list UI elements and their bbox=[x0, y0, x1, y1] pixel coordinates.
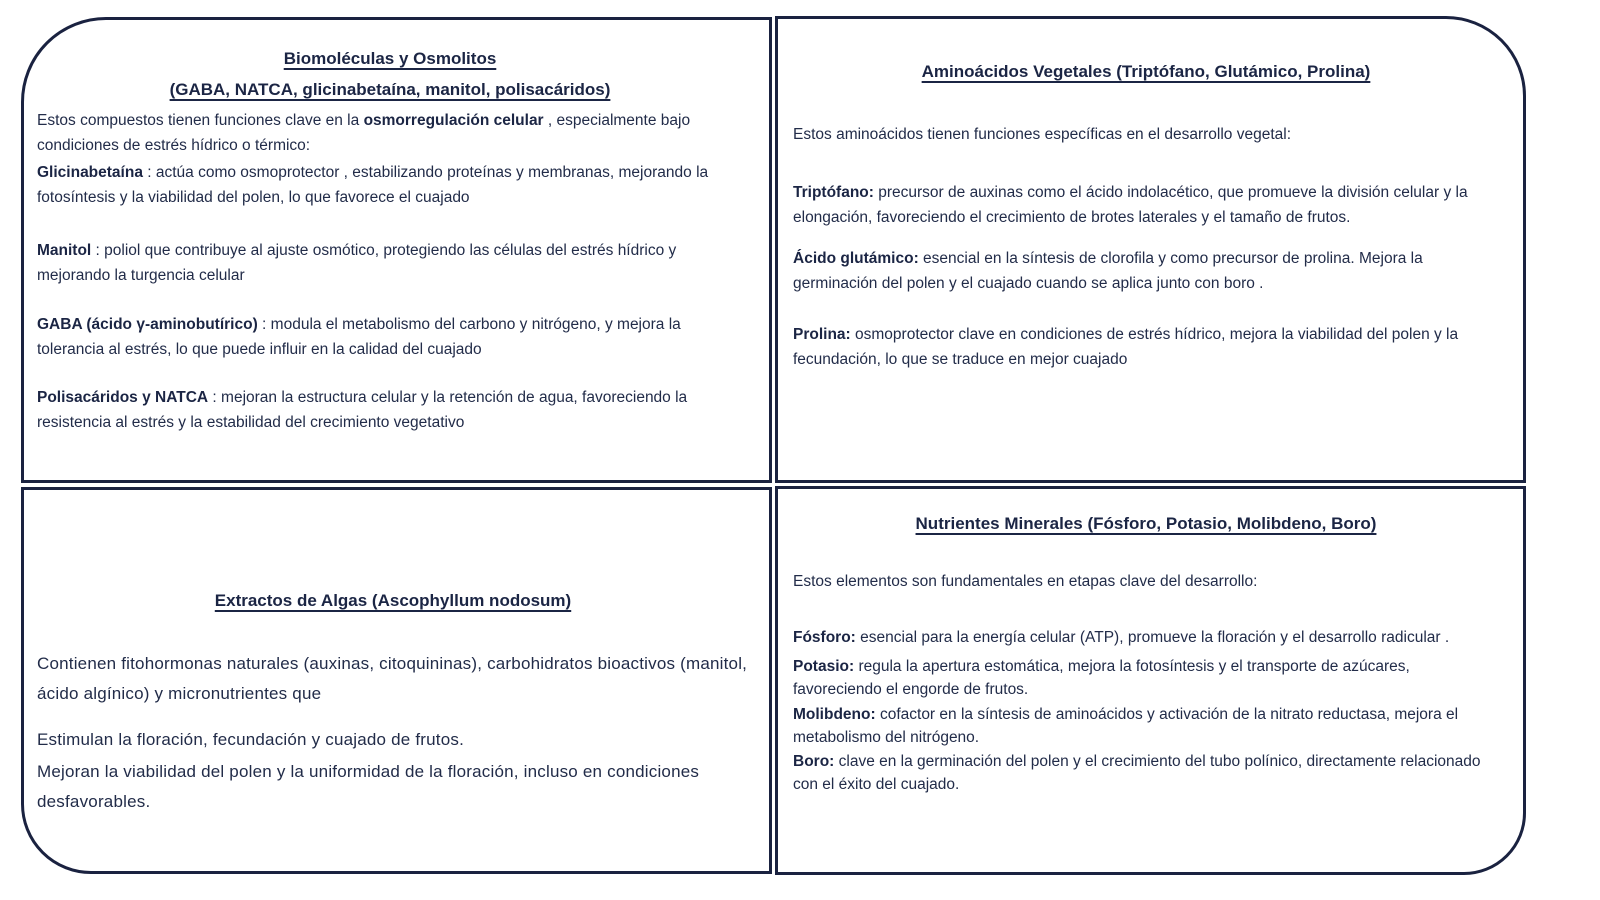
panel-aminoacidos-title bbox=[793, 61, 1499, 82]
panel-nutrientes-minerales bbox=[775, 486, 1526, 875]
term-acido-glutamico: Ácido glutámico: bbox=[793, 250, 919, 267]
definition-boro: clave en la germinación del polen y el crecimiento del tubo polínico, directamente relacionado con el éxito del cuajado. bbox=[793, 753, 1481, 793]
paragraph-polisacaridos bbox=[37, 385, 743, 435]
panel-algas-title-text: Extractos de Algas (Ascophyllum nodosum) bbox=[214, 591, 572, 610]
paragraph-algas-estimulan: Estimulan la floración, fecundación y cuajado de frutos. bbox=[37, 730, 464, 749]
term-fosforo: Fósforo: bbox=[793, 629, 856, 646]
definition-acido-glutamico: esencial en la síntesis de clorofila y como precursor de prolina. Mejora la germinación del polen y el cuajado cuando se aplica junto con boro . bbox=[793, 250, 1423, 292]
paragraph-biomoleculas-intro bbox=[37, 108, 743, 158]
term-boro: Boro: bbox=[793, 753, 835, 770]
definition-triptofano: precursor de auxinas como el ácido indolacético, que promueve la división celular y la elongación, favoreciendo el crecimiento de brotes laterales y el tamaño de frutos. bbox=[793, 184, 1468, 226]
paragraph-gaba bbox=[37, 312, 743, 362]
panel-aminoacidos-vegetales bbox=[775, 16, 1526, 483]
panel-biomoleculas-subtitle-text: (GABA, NATCA, glicinabetaína, manitol, polisacáridos) bbox=[169, 80, 611, 99]
panel-nutrientes-title-text: Nutrientes Minerales (Fósforo, Potasio, Molibdeno, Boro) bbox=[915, 514, 1377, 533]
panel-biomoleculas-osmolitos bbox=[21, 17, 772, 483]
term-polisacaridos: Polisacáridos y NATCA bbox=[37, 389, 209, 406]
definition-molibdeno: cofactor en la síntesis de aminoácidos y activación de la nitrato reductasa, mejora el metabolismo del nitrógeno. bbox=[793, 706, 1459, 746]
term-prolina: Prolina: bbox=[793, 326, 851, 343]
paragraph-algas-mejoran: Mejoran la viabilidad del polen y la uniformidad de la floración, incluso en condiciones desfavorables. bbox=[37, 762, 700, 811]
paragraph-boro bbox=[793, 750, 1499, 796]
definition-prolina: osmoprotector clave en condiciones de estrés hídrico, mejora la viabilidad del polen y la fecundación, lo que se traduce en mejor cuajado bbox=[793, 326, 1459, 368]
term-potasio: Potasio: bbox=[793, 658, 855, 675]
paragraph-manitol bbox=[37, 238, 743, 288]
paragraph-triptofano bbox=[793, 180, 1499, 230]
panel-aminoacidos-title-text: Aminoácidos Vegetales (Triptófano, Glutámico, Prolina) bbox=[921, 62, 1371, 81]
panel-biomoleculas-title bbox=[37, 48, 743, 69]
paragraph-molibdeno bbox=[793, 703, 1499, 749]
intro-bold-text: osmorregulación celular bbox=[363, 112, 544, 129]
definition-manitol: : poliol que contribuye al ajuste osmótico, protegiendo las células del estrés hídrico y mejorando la turgencia celular bbox=[37, 242, 677, 284]
intro-post-text: , especialmente bajo condiciones de estrés hídrico o térmico: bbox=[37, 112, 691, 154]
definition-polisacaridos: : mejoran la estructura celular y la retención de agua, favoreciendo la resistencia al estrés y la estabilidad del crecimiento vegetativo bbox=[37, 389, 688, 431]
definition-potasio: regula la apertura estomática, mejora la fotosíntesis y el transporte de azúcares, favoreciendo el engorde de frutos. bbox=[793, 658, 1410, 698]
definition-fosforo: esencial para la energía celular (ATP), promueve la floración y el desarrollo radicular . bbox=[855, 629, 1450, 646]
paragraph-prolina bbox=[793, 322, 1499, 372]
term-gaba: GABA (ácido γ-aminobutírico) bbox=[37, 316, 258, 333]
paragraph-nutrientes-intro: Estos elementos son fundamentales en etapas clave del desarrollo: bbox=[793, 573, 1258, 590]
panel-nutrientes-title bbox=[793, 513, 1499, 534]
paragraph-potasio bbox=[793, 655, 1499, 701]
definition-gaba: : modula el metabolismo del carbono y nitrógeno, y mejora la tolerancia al estrés, lo que puede influir en la calidad del cuajado bbox=[37, 316, 681, 358]
term-glicinabetaina: Glicinabetaína bbox=[37, 164, 143, 181]
paragraph-algas-contienen: Contienen fitohormonas naturales (auxinas, citoquininas), carbohidratos bioactivos (manitol, ácido algínico) y micronutrientes que bbox=[37, 654, 748, 703]
term-triptofano: Triptófano: bbox=[793, 184, 874, 201]
paragraph-acido-glutamico bbox=[793, 246, 1499, 296]
panel-biomoleculas-subtitle bbox=[37, 79, 743, 100]
intro-pre-text: Estos compuestos tienen funciones clave en la bbox=[37, 112, 364, 129]
panel-algas-title bbox=[37, 590, 749, 611]
paragraph-fosforo bbox=[793, 626, 1499, 649]
panel-biomoleculas-title-text: Biomoléculas y Osmolitos bbox=[283, 49, 497, 68]
term-manitol: Manitol bbox=[37, 242, 92, 259]
paragraph-glicinabetaina bbox=[37, 160, 743, 210]
term-molibdeno: Molibdeno: bbox=[793, 706, 876, 723]
definition-glicinabetaina: : actúa como osmoprotector , estabilizando proteínas y membranas, mejorando la fotosíntesis y la viabilidad del polen, lo que favorece el cuajado bbox=[37, 164, 709, 206]
paragraph-aminoacidos-intro: Estos aminoácidos tienen funciones específicas en el desarrollo vegetal: bbox=[793, 126, 1292, 143]
panel-extractos-algas bbox=[21, 487, 772, 874]
